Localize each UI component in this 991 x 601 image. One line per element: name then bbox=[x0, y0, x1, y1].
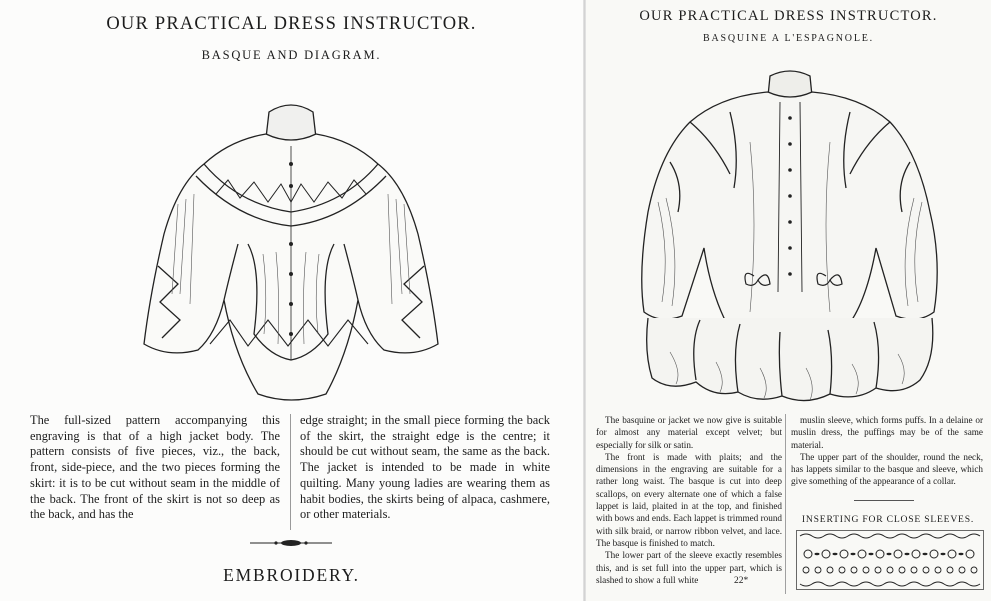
short-rule bbox=[854, 500, 914, 501]
right-paragraph: muslin sleeve, which forms puffs. In a delaine or muslin dress, the puffings may be of the same material. bbox=[791, 415, 983, 450]
column-divider bbox=[290, 414, 291, 530]
right-paragraph: The lower part of the sleeve exactly resembles this, and is set full into the upper part, which is slashed to show a full white bbox=[596, 550, 782, 585]
right-text-column-1 bbox=[596, 414, 782, 586]
right-paragraph: The upper part of the shoulder, round the neck, has lappets similar to the basque and sleeve, which give something of the appearance of a collar. bbox=[791, 451, 983, 487]
right-text-column-2 bbox=[791, 414, 983, 488]
left-page-header: OUR PRACTICAL DRESS INSTRUCTOR. bbox=[106, 14, 477, 34]
page-number: 22* bbox=[734, 576, 749, 586]
inserting-heading: INSERTING FOR CLOSE SLEEVES. bbox=[801, 514, 975, 525]
left-text-column-1: The full-sized pattern accompanying this engraving is that of a high jacket body. The pattern consists of five pieces, viz., the back, front, side-piece, and the two pieces forming the skirt: it is to be cut without seam in the middle of the back. The front of the skirt is not so deep as the back, and has the bbox=[30, 413, 280, 522]
right-page-header: OUR PRACTICAL DRESS INSTRUCTOR. bbox=[639, 8, 938, 24]
embroidery-inserting-pattern bbox=[796, 530, 984, 590]
section-heading: EMBROIDERY. bbox=[223, 565, 360, 585]
left-text-column-2: edge straight; in the small piece forming the back of the skirt, the straight edge is the centre; it should be cut without seam, the same as the back. The jacket is intended to be made in white quilting. Many young ladies are wearing them as habit bodies, the skirts being of alpaca, cashmere, or other materials. bbox=[300, 413, 550, 522]
ornament-rule bbox=[250, 538, 332, 548]
basquine-jacket-illustration bbox=[630, 62, 950, 408]
right-paragraph: The basquine or jacket we now give is suitable for almost any material except velvet; but especially for silk or satin. bbox=[596, 415, 782, 450]
right-page-subtitle: BASQUINE A L'ESPAGNOLE. bbox=[703, 33, 874, 44]
column-divider bbox=[785, 414, 786, 594]
left-page-subtitle: BASQUE AND DIAGRAM. bbox=[201, 48, 382, 62]
basque-jacket-illustration bbox=[138, 94, 444, 404]
right-paragraph: The front is made with plaits; and the dimensions in the engraving are suitable for a rather long waist. The basque is cut into deep scallops, on every alternate one of which a false lappet is laid, plaited in at the top, and finished with bows and ends. Each lappet is trimmed round with silk braid, or narrow ribbon velvet, and lace. The basque is finished to match. bbox=[596, 451, 783, 548]
right-page bbox=[586, 0, 991, 601]
